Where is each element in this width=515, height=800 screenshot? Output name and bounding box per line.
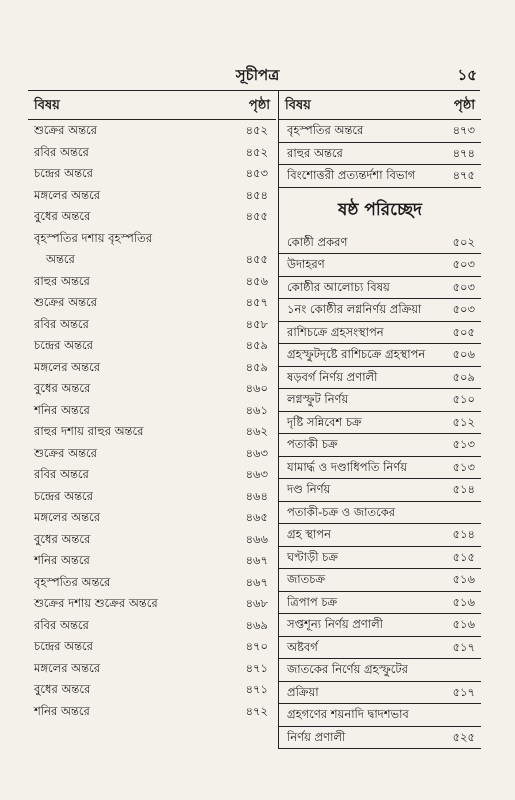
toc-entry-page: ৫১৬ bbox=[452, 617, 475, 631]
toc-entry-label: শনির অন্তরে bbox=[34, 402, 90, 417]
toc-entry-label: রবির অন্তরে bbox=[34, 316, 89, 331]
toc-entry-page: ৪৫৬ bbox=[245, 273, 268, 288]
toc-entry-label: চন্দ্রের অন্তরে bbox=[34, 639, 93, 653]
toc-entry-label: গ্রহ স্থাপন bbox=[287, 527, 331, 541]
toc-entry-page: ৪৬১ bbox=[245, 402, 268, 417]
toc-entry-label: ষড়বর্গ নির্ণয় প্রণালী bbox=[287, 369, 378, 384]
toc-entry bbox=[28, 206, 276, 228]
toc-entry bbox=[279, 704, 481, 727]
toc-entry-page: ৫১২ bbox=[452, 414, 475, 429]
toc-entry-page: ৪৬০ bbox=[245, 381, 268, 395]
toc-entry-page: ৫১০ bbox=[452, 392, 475, 406]
toc-entry-page: ৪৬৯ bbox=[245, 617, 268, 632]
toc-entry-label: শুক্রের অন্তরে bbox=[34, 123, 97, 137]
toc-entry-page: ৪৫৪ bbox=[245, 187, 268, 202]
toc-entry-label: বৃহস্পতির অন্তরে bbox=[287, 123, 364, 137]
toc-entry-label: জাতকের নির্ণেয় গ্রহস্ফুটের bbox=[287, 662, 408, 676]
toc-entry-page: ৪৭৪ bbox=[452, 145, 475, 160]
toc-entry-label: লগ্নস্ফুট নির্ণয় bbox=[287, 392, 349, 406]
toc-entry bbox=[279, 344, 481, 367]
toc-entry-label: উদাহরণ bbox=[287, 257, 325, 271]
toc-entry-label: রাহুর অন্তরে bbox=[34, 273, 90, 288]
toc-entry-label: কোষ্ঠীর আলোচ্য বিষয় bbox=[287, 279, 390, 294]
toc-left-column bbox=[28, 91, 276, 722]
toc-entry bbox=[279, 389, 481, 412]
toc-entry bbox=[28, 400, 276, 422]
toc-entry-label: মঙ্গলের অন্তরে bbox=[34, 510, 101, 524]
toc-entry-label: অন্তরে bbox=[46, 252, 75, 266]
toc-entry bbox=[28, 163, 276, 185]
toc-entry-page: ৫১৬ bbox=[452, 594, 475, 609]
toc-entry-label: ১নং কোষ্ঠীর লগ্ননির্ণয় প্রক্রিয়া bbox=[287, 302, 422, 316]
toc-entry bbox=[28, 529, 276, 551]
toc-entry bbox=[28, 464, 276, 486]
toc-entry bbox=[28, 636, 276, 658]
toc-entry-page: ৪৬৪ bbox=[245, 488, 268, 503]
column-header bbox=[28, 91, 276, 120]
toc-entry bbox=[28, 572, 276, 594]
toc-entry-page: ৪৫৫ bbox=[245, 252, 268, 266]
toc-entry bbox=[28, 701, 276, 723]
toc-entry bbox=[279, 524, 481, 547]
toc-entry-label: রাহুর দশায় রাহুর অন্তরে bbox=[34, 424, 144, 438]
page-header-label: পৃষ্ঠা bbox=[453, 98, 475, 113]
toc-entry-page: ৫০৩ bbox=[452, 302, 475, 316]
toc-entry bbox=[28, 120, 276, 142]
toc-entry bbox=[28, 507, 276, 529]
toc-entry-page: ৪৭১ bbox=[245, 660, 268, 675]
toc-right-list-top bbox=[279, 120, 481, 188]
toc-entry-page: ৫০৫ bbox=[452, 324, 475, 339]
toc-entry bbox=[279, 457, 481, 480]
toc-entry-page: ৪৭৫ bbox=[452, 168, 475, 182]
toc-entry bbox=[28, 443, 276, 465]
toc-entry-label: শনির অন্তরে bbox=[34, 553, 90, 567]
toc-entry-label: মঙ্গলের অন্তরে bbox=[34, 187, 101, 202]
toc-entry bbox=[28, 249, 276, 271]
toc-entry bbox=[28, 228, 276, 250]
toc-entry-label: রবির অন্তরে bbox=[34, 144, 89, 159]
toc-entry bbox=[28, 679, 276, 701]
toc-entry-page: ৫১৭ bbox=[452, 684, 475, 699]
toc-entry bbox=[28, 185, 276, 207]
toc-entry bbox=[279, 412, 481, 435]
toc-entry bbox=[28, 615, 276, 637]
toc-entry bbox=[279, 659, 481, 682]
toc-entry-label: নির্ণয় প্রণালী bbox=[287, 729, 346, 744]
toc-entry-label: প্রক্রিয়া bbox=[287, 684, 319, 699]
toc-entry-label: সপ্তশূন্য নির্ণয় প্রণালী bbox=[287, 617, 383, 631]
toc-right-list-bottom bbox=[279, 232, 481, 750]
toc-entry-page: ৪৬৩ bbox=[245, 445, 268, 460]
toc-entry-page: ৫১৩ bbox=[452, 459, 475, 474]
toc-entry bbox=[28, 314, 276, 336]
toc-entry-page: ৫১৩ bbox=[452, 437, 475, 451]
toc-entry-label: বুধের অন্তরে bbox=[34, 209, 91, 223]
page-title: সূচীপত্র bbox=[235, 66, 280, 84]
toc-entry-label: জাতচক্র bbox=[287, 572, 326, 586]
toc-entry-label: ত্রিপাপ চক্র bbox=[287, 594, 338, 609]
toc-entry-label: শনির অন্তরে bbox=[34, 703, 90, 718]
toc-entry bbox=[279, 367, 481, 390]
toc-entry-label: শুক্রের দশায় শুক্রের অন্তরে bbox=[34, 596, 158, 610]
toc-entry bbox=[28, 271, 276, 293]
toc-entry-label: ঘণ্টাড়ী চক্র bbox=[287, 549, 338, 564]
toc-entry-label: দৃষ্টি সন্নিবেশ চক্র bbox=[287, 414, 362, 429]
toc-entry-page: ৪৬৮ bbox=[245, 596, 268, 610]
toc-entry-label: রবির অন্তরে bbox=[34, 467, 89, 481]
toc-entry-page: ৪৫৯ bbox=[245, 359, 268, 374]
toc-entry-page: ৪৫৫ bbox=[245, 209, 268, 223]
toc-entry-label: চন্দ্রের অন্তরে bbox=[34, 488, 93, 503]
toc-entry-page: ৫১৪ bbox=[452, 527, 475, 541]
toc-entry bbox=[279, 434, 481, 457]
toc-entry-label: মঙ্গলের অন্তরে bbox=[34, 359, 101, 374]
toc-entry-page: ৪৭৩ bbox=[452, 123, 475, 137]
subject-header: বিষয় bbox=[285, 98, 311, 113]
toc-entry bbox=[28, 357, 276, 379]
toc-entry bbox=[279, 120, 481, 143]
toc-entry bbox=[279, 502, 481, 525]
toc-entry-label: পতাকী চক্র bbox=[287, 437, 338, 451]
toc-entry-label: বুধের অন্তরে bbox=[34, 682, 91, 696]
toc-entry-page: ৪৬২ bbox=[245, 424, 268, 438]
toc-entry-page: ৫০২ bbox=[452, 234, 475, 249]
toc-entry-page: ৪৫৩ bbox=[245, 166, 268, 180]
toc-entry-page: ৫২৫ bbox=[452, 729, 475, 744]
toc-entry-page: ৪৬৬ bbox=[245, 531, 268, 546]
toc-entry bbox=[28, 292, 276, 314]
toc-entry bbox=[279, 254, 481, 277]
chapter-heading: ষষ্ঠ পরিচ্ছেদ bbox=[338, 199, 422, 220]
toc-entry bbox=[28, 658, 276, 680]
toc-entry-page: ৫১৪ bbox=[452, 482, 475, 496]
toc-entry-label: অষ্টবর্গ bbox=[287, 639, 318, 654]
toc-entry-label: চন্দ্রের অন্তরে bbox=[34, 338, 93, 352]
toc-entry-page: ৪৭২ bbox=[245, 703, 268, 718]
toc-entry bbox=[28, 593, 276, 615]
toc-entry-page: ৪৫২ bbox=[245, 123, 268, 137]
column-header bbox=[279, 91, 481, 120]
toc-entry bbox=[279, 637, 481, 660]
toc-entry-page: ৫০৬ bbox=[452, 347, 475, 361]
toc-entry bbox=[28, 335, 276, 357]
toc-entry bbox=[279, 547, 481, 570]
toc-entry-label: রবির অন্তরে bbox=[34, 617, 89, 632]
toc-entry-page: ৫০৩ bbox=[452, 279, 475, 294]
toc-entry-page: ৪৬৫ bbox=[245, 510, 268, 524]
toc-entry-label: রাহুর অন্তরে bbox=[287, 145, 343, 160]
page-header-label: পৃষ্ঠা bbox=[248, 98, 270, 113]
toc-entry-page: ৪৭০ bbox=[245, 639, 268, 653]
toc-entry-page: ৪৫২ bbox=[245, 144, 268, 159]
toc-entry bbox=[28, 378, 276, 400]
toc-entry-page: ৫১৭ bbox=[452, 639, 475, 654]
toc-entry-label: বুধের অন্তরে bbox=[34, 531, 91, 546]
toc-entry bbox=[279, 592, 481, 615]
toc-entry-page: ৫০৯ bbox=[452, 369, 475, 384]
toc-left-list bbox=[28, 120, 276, 722]
toc-entry-label: কোষ্ঠী প্রকরণ bbox=[287, 234, 348, 249]
toc-entry bbox=[279, 299, 481, 322]
toc-entry-label: পতাকী-চক্র ও জাতকের bbox=[287, 504, 396, 519]
toc-entry-label: বৃহস্পতির অন্তরে bbox=[34, 574, 111, 589]
page-number: ১৫ bbox=[457, 66, 477, 84]
toc-right-column bbox=[278, 91, 481, 749]
toc-entry bbox=[279, 277, 481, 300]
toc-entry bbox=[279, 143, 481, 166]
toc-entry bbox=[28, 486, 276, 508]
toc-entry bbox=[279, 479, 481, 502]
toc-entry bbox=[279, 322, 481, 345]
toc-entry-label: গ্রহগণের শয়নাদি দ্বাদশভাব bbox=[287, 707, 409, 721]
toc-entry bbox=[279, 614, 481, 637]
toc-entry bbox=[28, 550, 276, 572]
toc-entry-page: ৪৬৭ bbox=[245, 553, 268, 567]
toc-entry-label: গ্রহস্ফুটদৃষ্টে রাশিচক্রে গ্রহস্থাপন bbox=[287, 347, 426, 361]
toc-entry-page: ৫১৫ bbox=[452, 549, 475, 564]
toc-entry-label: শুক্রের অন্তরে bbox=[34, 445, 97, 460]
toc-entry-page: ৪৫৯ bbox=[245, 338, 268, 352]
toc-entry bbox=[28, 142, 276, 164]
subject-header: বিষয় bbox=[34, 98, 60, 113]
table-of-contents bbox=[28, 90, 480, 744]
toc-entry-page: ৪৫৭ bbox=[245, 295, 268, 309]
toc-entry bbox=[28, 421, 276, 443]
toc-entry-page: ৪৫৮ bbox=[245, 316, 268, 331]
toc-entry bbox=[279, 727, 481, 750]
toc-entry-label: যামার্দ্ধ ও দণ্ডাধিপতি নির্ণয় bbox=[287, 459, 408, 474]
toc-entry bbox=[279, 682, 481, 705]
toc-entry-page: ৪৭১ bbox=[245, 682, 268, 696]
toc-entry-label: বুধের অন্তরে bbox=[34, 381, 91, 395]
toc-entry-page: ৪৬৭ bbox=[245, 574, 268, 589]
toc-entry-label: বৃহস্পতির দশায় বৃহস্পতির bbox=[34, 230, 153, 245]
toc-entry-label: চন্দ্রের অন্তরে bbox=[34, 166, 93, 180]
toc-entry-label: দণ্ড নির্ণয় bbox=[287, 482, 331, 496]
toc-entry bbox=[279, 165, 481, 188]
page-header bbox=[0, 62, 515, 86]
toc-entry-label: মঙ্গলের অন্তরে bbox=[34, 660, 101, 675]
toc-entry-label: বিংশোত্তরী প্রত্যন্তর্দশা বিভাগ bbox=[287, 168, 416, 182]
toc-entry-page: ৪৬৩ bbox=[245, 467, 268, 481]
toc-entry bbox=[279, 569, 481, 592]
toc-entry-label: রাশিচক্রে গ্রহসংস্থাপন bbox=[287, 324, 384, 339]
toc-entry-label: শুক্রের অন্তরে bbox=[34, 295, 97, 309]
toc-entry bbox=[279, 232, 481, 255]
toc-entry-page: ৫০৩ bbox=[452, 257, 475, 271]
toc-entry-page: ৫১৬ bbox=[452, 572, 475, 586]
